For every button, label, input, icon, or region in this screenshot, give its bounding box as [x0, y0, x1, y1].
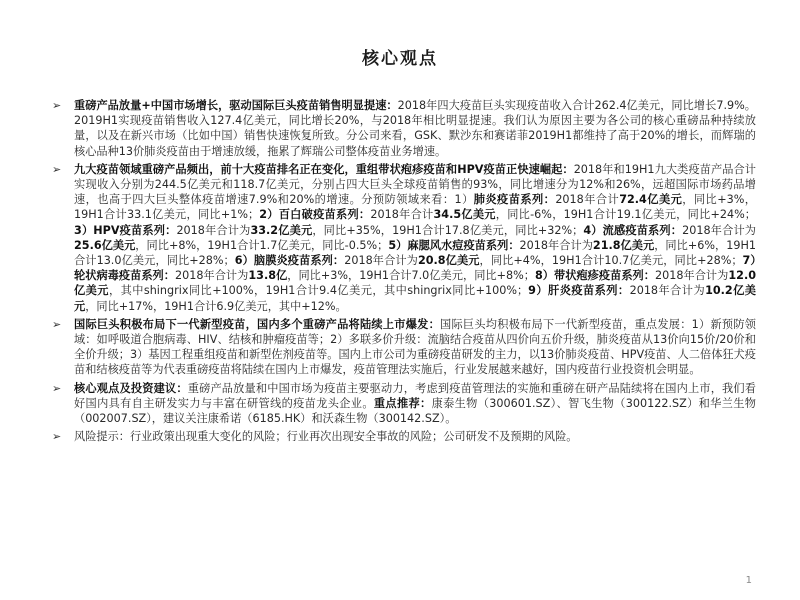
category-value: 20.8亿美元	[417, 254, 480, 268]
category-hepatitis: 9）肝炎疫苗系列：	[528, 284, 630, 298]
category-influenza: 4）流感疫苗系列：	[583, 223, 683, 237]
bullet-item-vaccine-categories	[52, 162, 756, 314]
category-zoster: 8）带状疱疹疫苗系列：	[534, 269, 655, 283]
category-value: 13.8亿	[248, 269, 288, 283]
bullet-text: 2018年四大疫苗巨头实现疫苗收入合计262.4亿美元，同比增长7.9%。2019H1实现疫苗销售收入127.4亿美元，同比增长20%，与2018年相比明显提速。我们认为原因主要为各公司的核心重磅品种持续放量，以及在新兴市场（比如中国）销售快速恢复所致。分公司来看，GSK、默沙东和赛诺菲2019H1都维持了高于20%的增长，而辉瑞的核心品种13价肺炎疫苗由于增速放缓，拖累了辉瑞公司整体疫苗业务增速。	[74, 99, 756, 158]
category-text: 2018年合计为	[682, 223, 756, 237]
category-text: ，其中shingrix同比+100%，19H1合计9.4亿美元，其中shingrix同比+100%；	[108, 284, 529, 298]
category-value: 21.8亿美元	[592, 238, 655, 252]
category-value: 10.2亿美元	[74, 284, 756, 313]
category-text: ，同比+4%，19H1合计10.7亿美元，同比+28%；	[479, 254, 743, 268]
category-value: 25.6亿美元	[74, 238, 136, 252]
bullet-item-next-generation	[52, 317, 756, 378]
category-value: 33.2亿美元	[250, 223, 313, 237]
category-text: 2018年合计	[555, 193, 620, 207]
arrow-bullet-icon: ➢	[52, 430, 62, 444]
bullet-text: 2018年和19H1九大类疫苗产品合计实现收入分别为244.5亿美元和118.7亿美元，分别占四大巨头全球疫苗销售的93%，同比增速分为12%和26%，远超国际市场药品增速，也高于四大巨头整体疫苗增速7.9%和20%的增速。分预防领域来看：1）	[74, 162, 756, 207]
category-text: ，同比+6%，19H1合计13.0亿美元，同比+28%；	[74, 238, 757, 268]
arrow-bullet-icon: ➢	[52, 99, 62, 112]
risk-text: 风险提示：行业政策出现重大变化的风险；行业再次出现安全事故的风险；公司研发不及预期的风险。	[74, 430, 578, 444]
category-rotavirus: 7）轮状病毒疫苗系列：	[74, 254, 757, 283]
recommendation-text: 康泰生物（300601.SZ）、智飞生物（300122.SZ）和华兰生物（002007.SZ），建议关注康希诺（6185.HK）和沃森生物（300142.SZ）。	[74, 396, 756, 426]
category-text: ，同比+3%，19H1合计7.0亿美元，同比+8%；	[287, 269, 535, 283]
page-title: 核心观点	[362, 49, 438, 69]
arrow-bullet-icon: ➢	[52, 317, 62, 331]
category-mmrv: 5）麻腮风水痘疫苗系列：	[388, 238, 520, 252]
page-number: 1	[745, 575, 752, 586]
bullet-lead: 重磅产品放量+中国市场增长，驱动国际巨头疫苗销售明显提速：	[74, 99, 398, 112]
category-value: 34.5亿美元	[433, 208, 496, 222]
category-text: 2018年合计为	[629, 284, 706, 298]
category-text: ，同比+3%，19H1合计33.1亿美元，同比+1%；	[74, 193, 756, 222]
bullet-item-growth	[52, 98, 756, 159]
category-value: 12.0亿美元	[74, 269, 756, 298]
bullet-text: 国际巨头均积极布局下一代新型疫苗，重点发展：1）新预防领域：如呼吸道合胞病毒、HIV、结核和肿瘤疫苗等；2）多联多价升级：流脑结合疫苗从四价向五价升级，肺炎疫苗从13价向15价/20价和全价升级；3）基因工程重组疫苗和新型佐剂疫苗等。国内上市公司为重磅疫苗研发的主力，以13价肺炎疫苗、HPV疫苗、人二倍体狂犬疫苗和结核疫苗等为代表重磅疫苗将陆续在国内上市爆发，疫苗管理法实施后，行业发展越来越好，国内疫苗行业投资机会明显。	[74, 317, 756, 377]
category-text: 2018年合计为	[519, 238, 593, 252]
arrow-bullet-icon: ➢	[52, 162, 62, 176]
category-text: 2018年合计	[370, 208, 434, 222]
category-dtap: 2）百白破疫苗系列：	[259, 208, 371, 222]
category-text: 2018年合计为	[654, 269, 729, 283]
bullet-lead: 九大疫苗领域重磅产品频出，前十大疫苗排名正在变化，重组带状疱疹疫苗和HPV疫苗正快速崛起：	[74, 162, 574, 176]
bullet-item-risk	[52, 429, 756, 444]
category-text: ，同比+8%，19H1合计1.7亿美元，同比-0.5%；	[135, 238, 389, 252]
category-text: 2018年合计为	[176, 223, 251, 237]
category-text: ，同比+17%，19H1合计6.9亿美元，其中+12%。	[85, 299, 347, 313]
category-value: 72.4亿美元	[619, 193, 683, 207]
category-text: ，同比+35%，19H1合计17.8亿美元，同比+32%；	[312, 223, 584, 237]
key-points	[52, 98, 756, 447]
category-text: 2018年合计为	[174, 269, 249, 283]
category-text: 2018年合计为	[344, 254, 418, 268]
bullet-item-investment-advice	[52, 381, 756, 427]
category-pneumococcal: 肺炎疫苗系列：	[473, 193, 556, 207]
recommendation-label: 重点推荐：	[373, 396, 432, 410]
category-meningococcal: 6）脑膜炎疫苗系列：	[234, 254, 345, 268]
arrow-bullet-icon: ➢	[52, 381, 62, 395]
bullet-lead: 国际巨头积极布局下一代新型疫苗，国内多个重磅产品将陆续上市爆发：	[74, 317, 441, 331]
category-text: ，同比-6%，19H1合计19.1亿美元，同比+24%；	[495, 208, 756, 222]
bullet-lead: 核心观点及投资建议：	[74, 381, 188, 395]
bullet-text: 重磅产品放量和中国市场为疫苗主要驱动力，考虑到疫苗管理法的实施和重磅在研产品陆续将在国内上市，我们看好国内具有自主研发实力与丰富在研管线的疫苗龙头企业。	[74, 381, 756, 410]
category-hpv: 3）HPV疫苗系列：	[74, 223, 177, 237]
